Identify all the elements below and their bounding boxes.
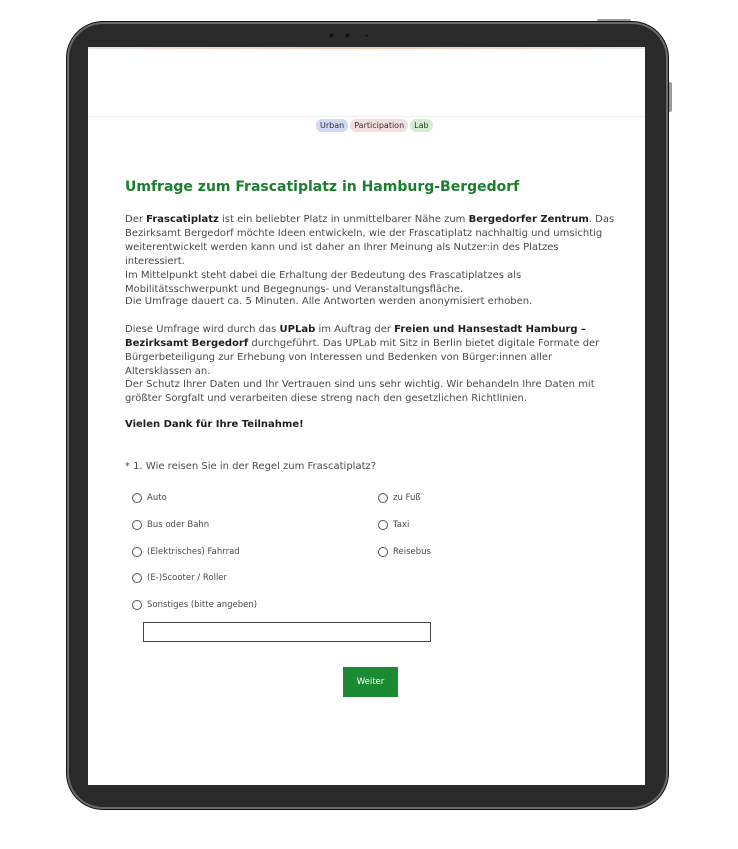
option-label: (Elektrisches) Fahrrad <box>147 547 240 557</box>
radio-icon[interactable] <box>378 547 388 557</box>
intro-text-1: Der <box>125 214 147 225</box>
intro-paragraph <box>125 213 621 297</box>
radio-icon[interactable] <box>378 520 388 530</box>
conducted-text-1: Diese Umfrage wird durch das <box>125 324 280 335</box>
conducted-paragraph <box>125 323 621 379</box>
question-1: * 1. Wie reisen Sie in der Regel zum Frascatiplatz? <box>125 461 377 472</box>
option-taxi[interactable] <box>378 520 409 530</box>
light-sensor-icon <box>364 33 369 38</box>
option-label: Sonstiges (bitte angeben) <box>147 600 258 610</box>
option-label: Reisebus <box>393 547 431 557</box>
intro-text-2: ist ein beliebter Platz in unmittelbarer Nähe zum <box>218 214 469 225</box>
radio-icon[interactable] <box>132 547 142 557</box>
camera-bar <box>320 30 380 40</box>
top-accent-line <box>88 47 645 49</box>
sensor-icon <box>344 32 351 39</box>
next-button[interactable]: Weiter <box>343 667 398 697</box>
radio-icon[interactable] <box>132 573 142 583</box>
option-sonstiges[interactable] <box>132 600 257 610</box>
survey-screen <box>88 47 645 785</box>
conducted-bold-2: Freien und Hansestadt Hamburg – Bezirksamt Bergedorf <box>125 324 587 349</box>
conducted-bold-1: UPLab <box>279 324 316 335</box>
radio-icon[interactable] <box>132 520 142 530</box>
option-bus-oder-bahn[interactable] <box>132 520 209 530</box>
option-fahrrad[interactable] <box>132 547 240 557</box>
logo-part-participation: Participation <box>350 119 408 132</box>
option-reisebus[interactable] <box>378 547 431 557</box>
intro-bold-2: Bergedorfer Zentrum <box>468 214 589 225</box>
conducted-text-2: im Auftrag der <box>315 324 395 335</box>
radio-icon[interactable] <box>378 493 388 503</box>
option-label: zu Fuß <box>393 493 421 503</box>
logo-part-lab: Lab <box>410 119 432 132</box>
intro-text-4: Im Mittelpunkt steht dabei die Erhaltung der Bedeutung des Frascatiplatzes als Mobilitätsschwerpunkt und Begegnungs- und Veranstaltungsfläche. <box>125 270 522 295</box>
intro-text-3: . Das Bezirksamt Bergedorf möchte Ideen entwickeln, wie der Frascatiplatz nachhaltig und umsichtig weiterentwickelt werden kann und ist daher an Ihrer Meinung als Nutzer:in des Platzes interessiert. <box>125 214 615 267</box>
duration-text: Die Umfrage dauert ca. 5 Minuten. Alle Antworten werden anonymisiert erhoben. <box>125 296 533 307</box>
uplab-logo <box>316 119 433 132</box>
option-zu-fuss[interactable] <box>378 493 421 503</box>
survey-title: Umfrage zum Frascatiplatz in Hamburg-Bergedorf <box>125 179 520 195</box>
option-label: Auto <box>147 493 167 503</box>
thanks-text: Vielen Dank für Ihre Teilnahme! <box>125 419 304 430</box>
option-auto[interactable] <box>132 493 167 503</box>
option-label: (E-)Scooter / Roller <box>147 573 228 583</box>
radio-icon[interactable] <box>132 600 142 610</box>
radio-icon[interactable] <box>132 493 142 503</box>
conducted-text-3: durchgeführt. Das UPLab mit Sitz in Berlin bietet digitale Formate der Bürgerbeteiligung zur Erhebung von Interessen und Bedenken von Bürger:innen aller Altersklassen an. <box>125 338 600 377</box>
other-text-input[interactable] <box>143 622 431 642</box>
option-label: Bus oder Bahn <box>147 520 210 530</box>
header-divider <box>88 116 645 117</box>
privacy-text: Der Schutz Ihrer Daten und Ihr Vertrauen sind uns sehr wichtig. Wir behandeln Ihre Daten mit größter Sorgfalt und verarbeiten diese streng nach den gesetzlichen Richtlinien. <box>125 379 595 404</box>
intro-bold-1: Frascatiplatz <box>146 214 219 225</box>
logo-part-urban: Urban <box>316 119 348 132</box>
camera-icon <box>328 32 335 39</box>
device-side-button <box>668 82 672 112</box>
option-label: Taxi <box>393 520 410 530</box>
option-scooter[interactable] <box>132 573 227 583</box>
